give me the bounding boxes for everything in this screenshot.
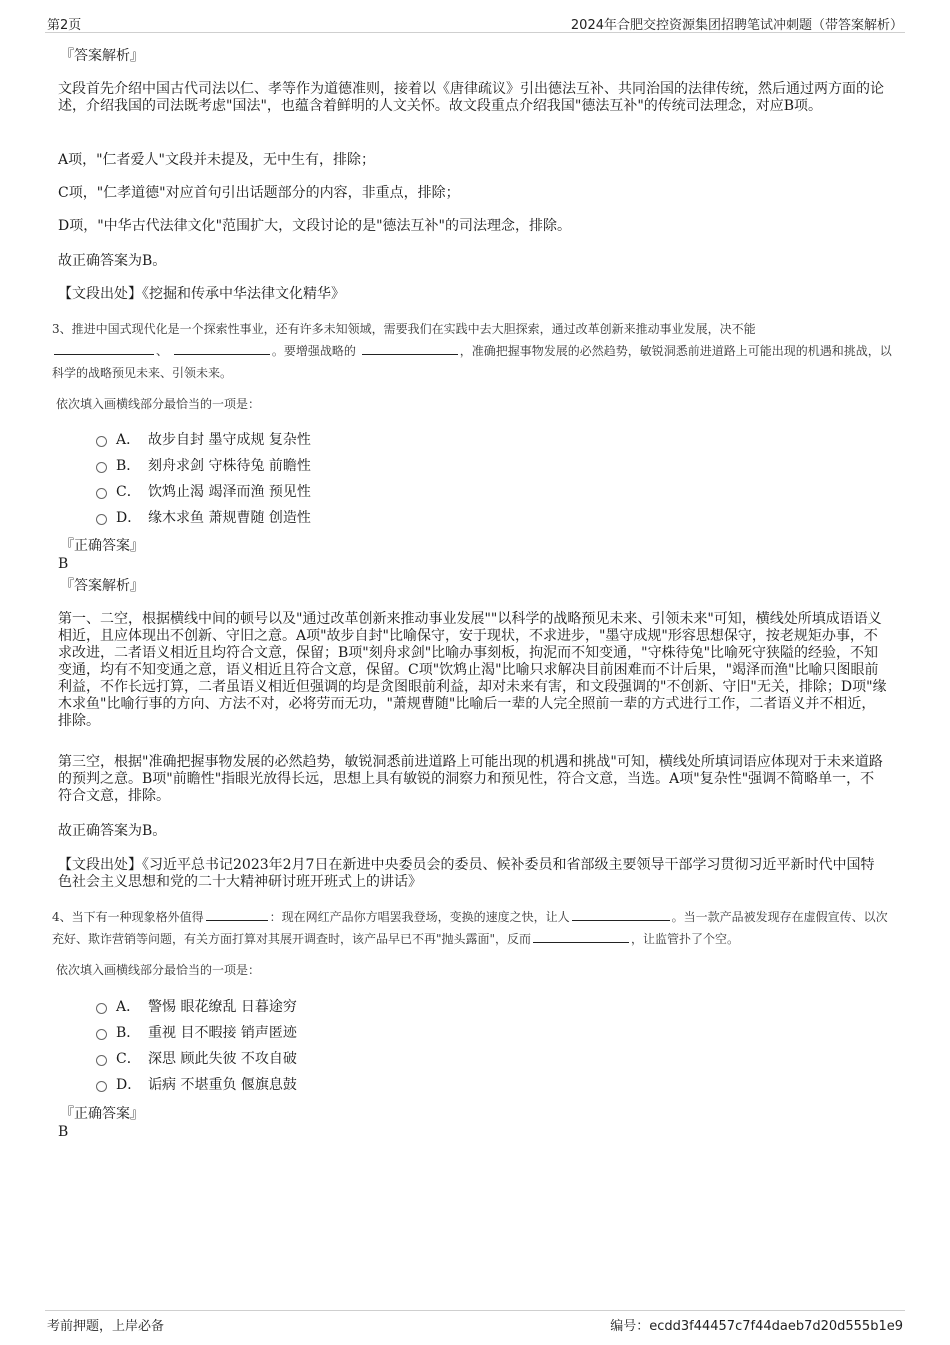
q4-option-d[interactable]: D． 诟病 不堪重负 偃旗息鼓 [96, 1076, 297, 1094]
radio-icon[interactable] [96, 488, 107, 499]
q4-answer: B [58, 1124, 69, 1140]
q2-analysis-title: 『答案解析』 [60, 48, 144, 64]
radio-icon[interactable] [96, 514, 107, 525]
q3-option-a[interactable]: A． 故步自封 墨守成规 复杂性 [96, 431, 311, 449]
q2-option-d-analysis: D项，"中华古代法律文化"范围扩大，文段讨论的是"德法互补"的司法理念，排除。 [58, 218, 571, 234]
q3-analysis-title: 『答案解析』 [60, 578, 144, 594]
radio-icon[interactable] [96, 1081, 107, 1092]
q4-blank-3 [533, 931, 629, 943]
q3-answer: B [58, 556, 69, 572]
q3-analysis-para-1: 第一、二空，根据横线中间的顿号以及"通过改革创新来推动事业发展""以科学的战略预见未来、引领未来"可知，横线处所填成语语义相近，且应体现出不创新、守旧之意。A项"故步自封"比喻保守，安于现状，不求进步，"墨守成规"形容思想保守，按老规矩办事，不求改进，二者语义相近且均符合文意，保留；B项"刻舟求剑"比喻办事刻板，拘泥而不知变通，"守株待兔"比喻死守狭隘的经验，不知变通，均有不知变通之意，语义相近且符合文意，保留。C项"饮鸩止渴"比喻只求解决目前困难而不计后果，"竭泽而渔"比喻只图眼前利益，不作长远打算，二者虽语义相近但强调的均是贪图眼前利益，却对未来有害，和文段强调的"不创新、守旧"无关，排除；D项"缘木求鱼"比喻行事的方向、方法不对，必将劳而无功，"萧规曹随"比喻后一辈的人完全照前一辈的方式进行工作，二者语义并不相近，排除。 [58, 611, 887, 729]
q2-option-c-analysis: C项，"仁孝道德"对应首句引出话题部分的内容，非重点，排除； [58, 185, 460, 201]
q3-option-b[interactable]: B． 刻舟求剑 守株待兔 前瞻性 [96, 457, 311, 475]
q3-conclusion: 故正确答案为B。 [58, 823, 167, 839]
page-footer [45, 1310, 905, 1333]
q3-option-c[interactable]: C． 饮鸩止渴 竭泽而渔 预见性 [96, 483, 311, 501]
footer-slogan: 考前押题，上岸必备 [47, 1319, 165, 1334]
document-code: 编号：ecdd3f44457c7f44daeb7d20d555b1e9 [610, 1319, 903, 1334]
q4-option-c[interactable]: C． 深思 顾此失彼 不攻自破 [96, 1050, 297, 1068]
q2-conclusion: 故正确答案为B。 [58, 253, 167, 269]
q3-blank-1 [54, 343, 154, 355]
page-header [45, 12, 905, 33]
page-number: 第2页 [47, 18, 82, 33]
q4-stem: 4、当下有一种现象格外值得 ：现在网红产品你方唱罢我登场，变换的速度之快，让人 。当一款产品被发现存在虚假宣传、以次充好、欺诈营销等问题，有关方面打算对其展开调查时，该产品早已不再"抛头露面"，反而 ，让监管扑了个空。 [52, 910, 888, 946]
q3-analysis-para-2: 第三空，根据"准确把握事物发展的必然趋势，敏锐洞悉前进道路上可能出现的机遇和挑战"可知，横线处所填词语应体现对于未来道路的预判之意。B项"前瞻性"指眼光放得长远，思想上具有敏锐的洞察力和预见性，符合文意，当选。A项"复杂性"强调不简略单一，不符合文意，排除。 [58, 754, 883, 804]
radio-icon[interactable] [96, 1055, 107, 1066]
radio-icon[interactable] [96, 436, 107, 447]
q2-option-a-analysis: A项，"仁者爱人"文段并未提及，无中生有，排除； [58, 152, 375, 168]
q3-blank-3 [362, 343, 458, 355]
q4-blank-2 [572, 909, 670, 921]
q4-answer-title: 『正确答案』 [60, 1106, 144, 1122]
q3-answer-title: 『正确答案』 [60, 538, 144, 554]
q3-source: 【文段出处】《习近平总书记2023年2月7日在新进中央委员会的委员、候补委员和省部级主要领导干部学习贯彻习近平新时代中国特色社会主义思想和党的二十大精神研讨班开班式上的讲话》 [58, 857, 875, 890]
document-title: 2024年合肥交控资源集团招聘笔试冲刺题（带答案解析） [570, 18, 903, 33]
radio-icon[interactable] [96, 1003, 107, 1014]
q4-option-a[interactable]: A． 警惕 眼花缭乱 日暮途穷 [96, 998, 297, 1016]
q3-stem: 3、推进中国式现代化是一个探索性事业，还有许多未知领域，需要我们在实践中去大胆探索，通过改革创新来推动事业发展，决不能 、 。要增强战略的 ，准确把握事物发展的必然趋势，敏锐洞悉前进道路上可能出现的机遇和挑战，以科学的战略预见未来、引领未来。 [52, 322, 892, 380]
radio-icon[interactable] [96, 1029, 107, 1040]
q4-blank-1 [206, 909, 268, 921]
q3-blank-2 [174, 343, 270, 355]
q3-prompt: 依次填入画横线部分最恰当的一项是： [56, 397, 261, 411]
q4-prompt: 依次填入画横线部分最恰当的一项是： [56, 963, 261, 977]
radio-icon[interactable] [96, 462, 107, 473]
q3-option-d[interactable]: D． 缘木求鱼 萧规曹随 创造性 [96, 509, 311, 527]
q2-source: 【文段出处】《挖掘和传承中华法律文化精华》 [58, 286, 345, 302]
q2-analysis-para: 文段首先介绍中国古代司法以仁、孝等作为道德准则，接着以《唐律疏议》引出德法互补、共同治国的法律传统，然后通过两方面的论述，介绍我国的司法既考虑"国法"，也蕴含着鲜明的人文关怀。故文段重点介绍我国"德法互补"的传统司法理念，对应B项。 [58, 81, 884, 114]
q4-option-b[interactable]: B． 重视 目不暇接 销声匿迹 [96, 1024, 297, 1042]
